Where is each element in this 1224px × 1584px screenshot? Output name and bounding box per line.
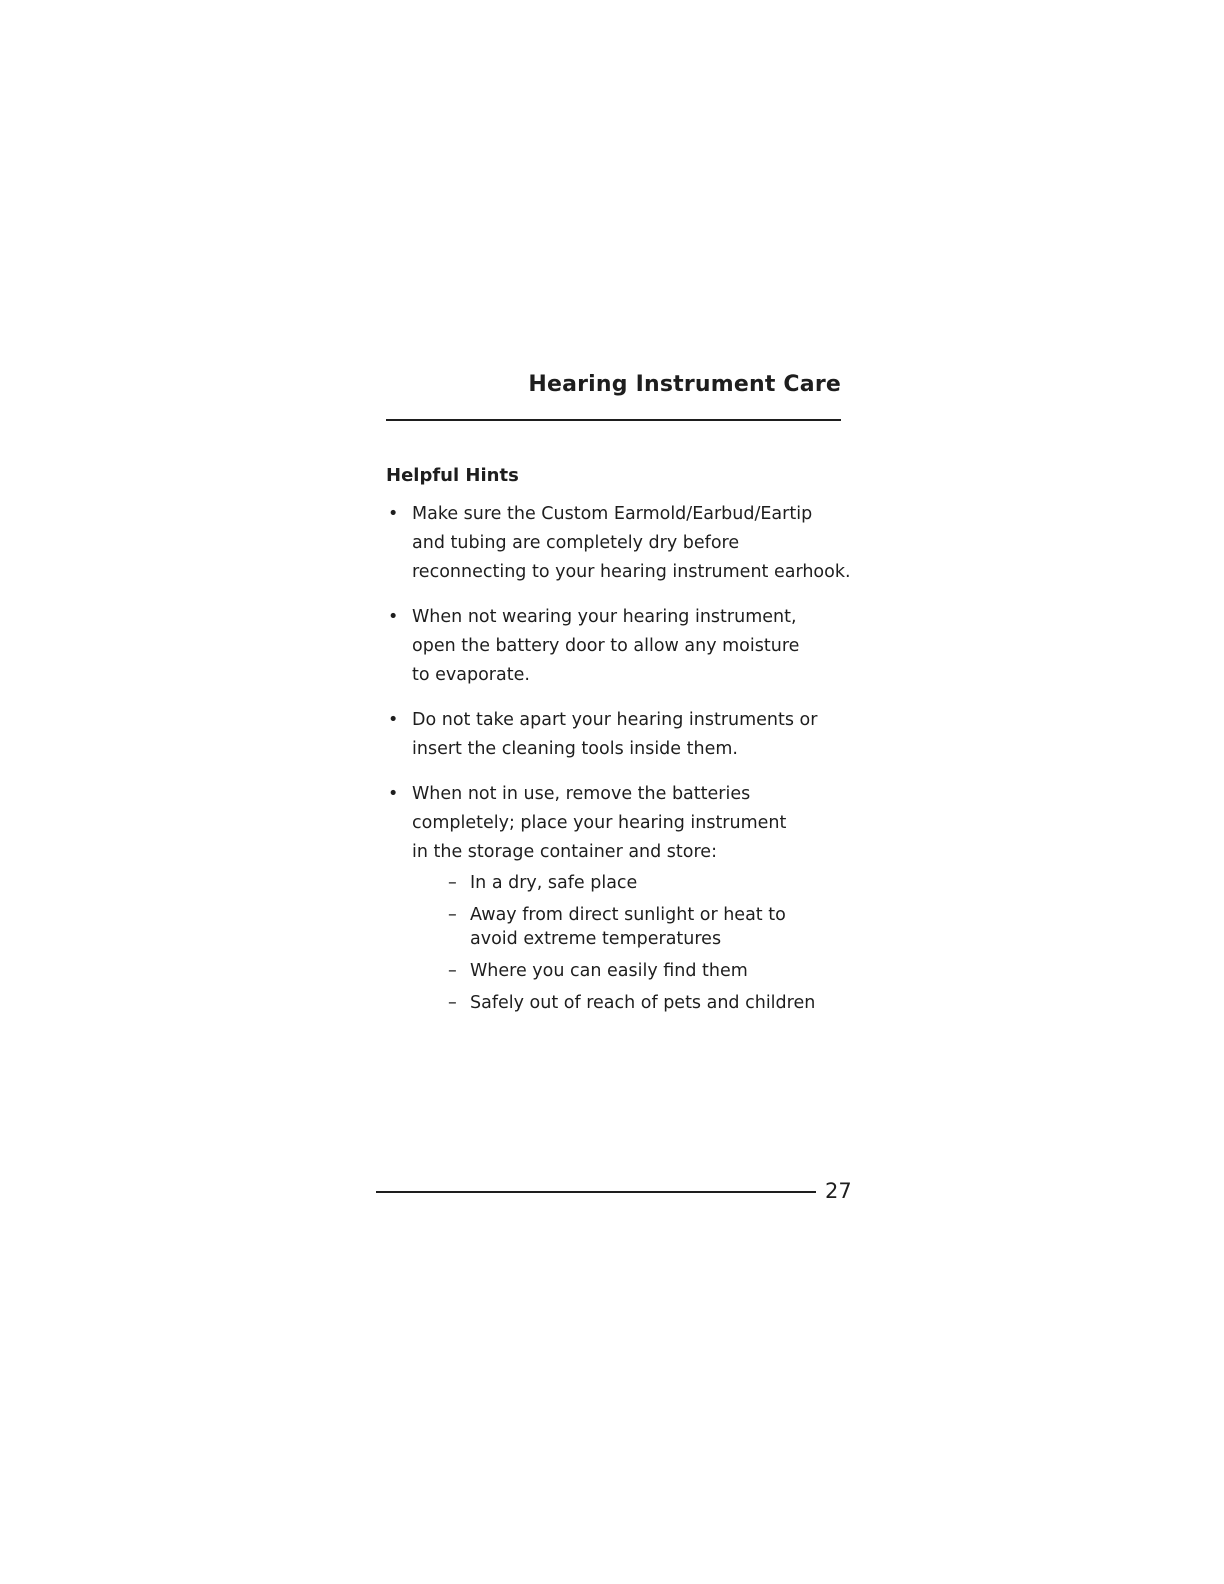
sub-item-text-line: Away from direct sunlight or heat to <box>470 905 786 925</box>
hint-text-line: Do not take apart your hearing instruments or <box>412 710 818 730</box>
bullet-icon: • <box>388 607 399 627</box>
sub-list-item <box>448 871 856 895</box>
dash-icon: – <box>448 905 457 925</box>
sub-item-text-line: Where you can easily find them <box>470 961 748 981</box>
hint-text-line: in the storage container and store: <box>412 842 717 862</box>
list-item <box>386 706 856 764</box>
list-item <box>386 500 856 587</box>
footer-divider <box>376 1191 816 1193</box>
hint-text-line: insert the cleaning tools inside them. <box>412 739 738 759</box>
hint-text-line: to evaporate. <box>412 665 530 685</box>
dash-icon: – <box>448 993 457 1013</box>
hint-text-line: Make sure the Custom Earmold/Earbud/Eartip <box>412 504 813 524</box>
sub-item-text-line: In a dry, safe place <box>470 873 638 893</box>
list-item <box>386 780 856 1015</box>
list-item <box>386 603 856 690</box>
sub-list-item <box>448 991 856 1015</box>
sub-item-text-line: avoid extreme temperatures <box>470 929 722 949</box>
page-number: 27 <box>825 1179 852 1203</box>
sub-list-item <box>448 959 856 983</box>
dash-icon: – <box>448 873 457 893</box>
storage-conditions-list <box>448 871 856 1015</box>
section-heading: Helpful Hints <box>386 465 519 486</box>
bullet-icon: • <box>388 784 399 804</box>
bullet-icon: • <box>388 504 399 524</box>
hint-text-line: When not wearing your hearing instrument, <box>412 607 797 627</box>
header-divider <box>386 419 841 421</box>
sub-list-item <box>448 903 856 951</box>
hint-text-line: open the battery door to allow any moisture <box>412 636 800 656</box>
hint-text-line: reconnecting to your hearing instrument earhook. <box>412 562 851 582</box>
hint-text-line: and tubing are completely dry before <box>412 533 740 553</box>
page-title: Hearing Instrument Care <box>528 372 841 397</box>
bullet-icon: • <box>388 710 399 730</box>
helpful-hints-list <box>386 500 856 1031</box>
hint-text-line: completely; place your hearing instrument <box>412 813 787 833</box>
hint-text-line: When not in use, remove the batteries <box>412 784 751 804</box>
dash-icon: – <box>448 961 457 981</box>
sub-item-text-line: Safely out of reach of pets and children <box>470 993 816 1013</box>
